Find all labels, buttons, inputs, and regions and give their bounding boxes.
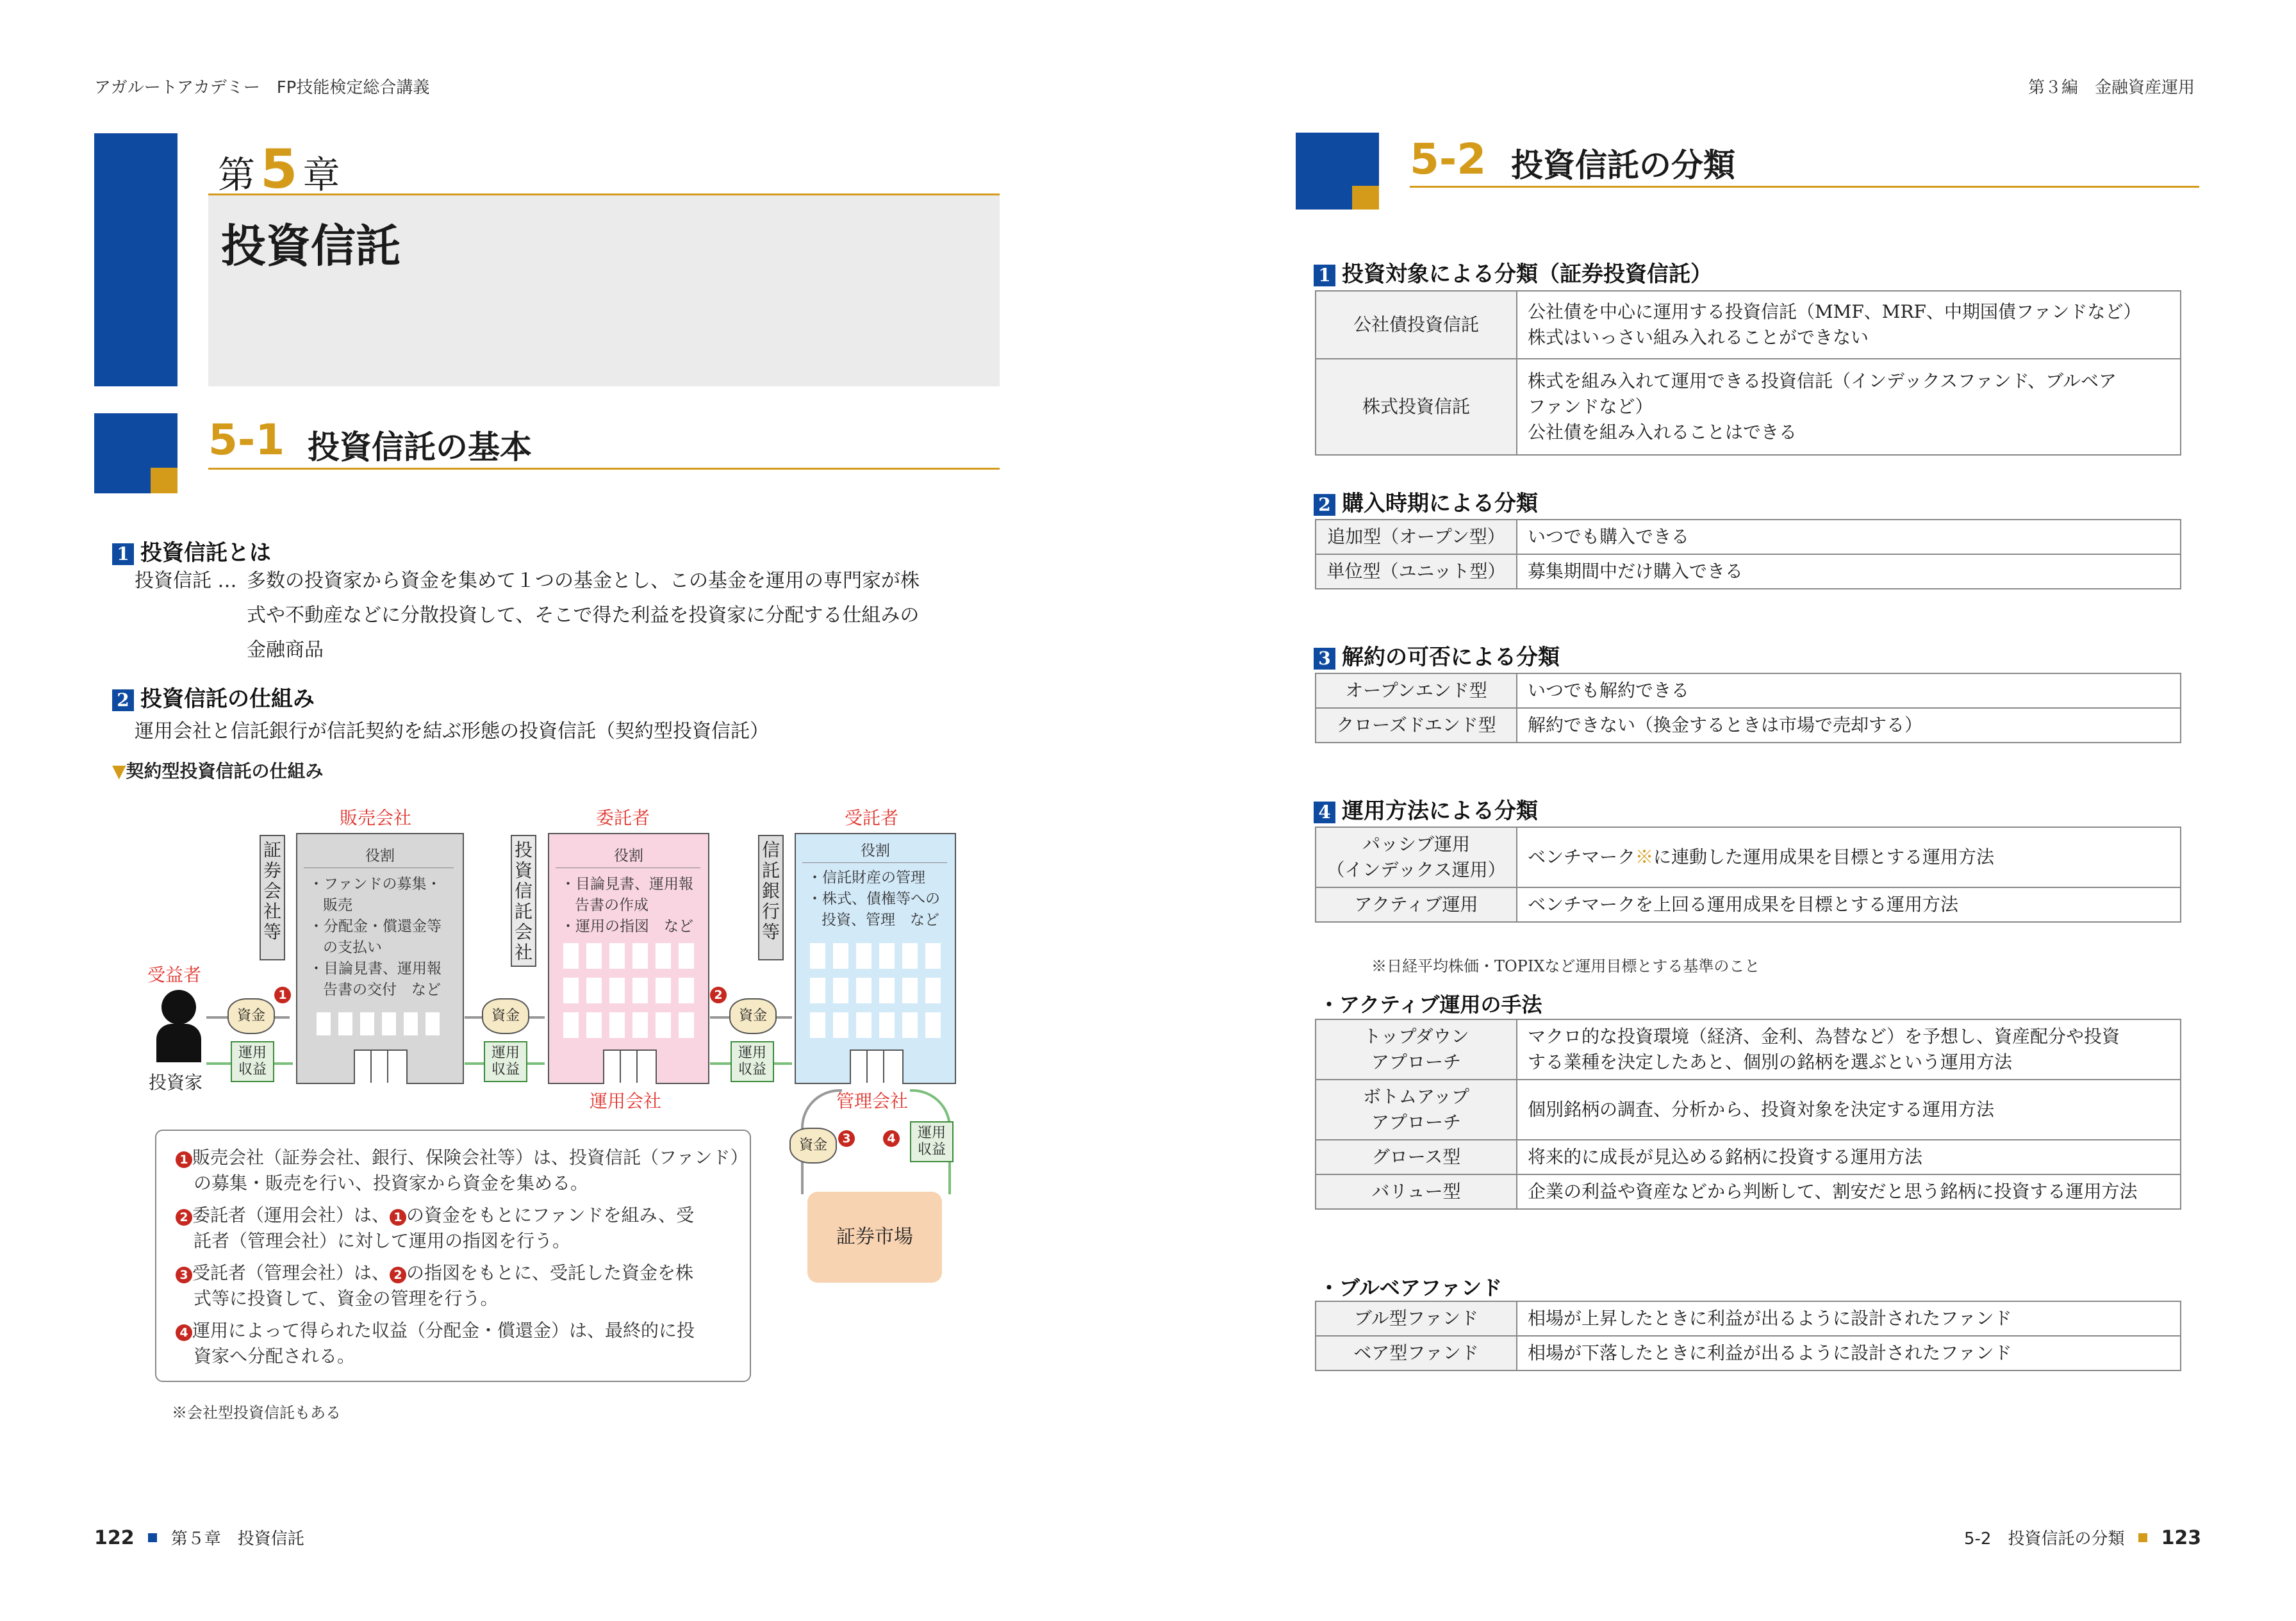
table-active-methods [1315,1019,2181,1210]
number-badge: 2 [1314,494,1335,516]
role-label: 役割 [365,848,395,864]
role-list-jutaku: ・信託財産の管理 ・株式、債権等への 投資、管理 など [807,869,940,928]
money-bag-icon: 資金 [789,1128,837,1164]
money-bag-icon: 資金 [729,998,777,1034]
page-number-left: 122 [94,1527,135,1549]
subheading-2: 2 投資信託の仕組み [112,681,315,712]
section-line [1410,186,2199,188]
explanation-box [155,1130,751,1382]
table-row: トップダウン アプローチ マクロ的な投資環境（経済、金利、為替など）を予想し、資産配分や投資 する業種を決定したあと、個別の銘柄を選ぶという運用方法 [1316,1019,2181,1080]
return-box: 運用 収益 [910,1121,954,1162]
number-badge: 3 [1314,648,1335,670]
table-investment-target [1315,290,2181,456]
section-line [208,468,1000,470]
return-box: 運用 収益 [484,1041,527,1082]
triangle-icon: ▼ [112,761,126,782]
table-row: 追加型（オープン型） いつでも購入できる [1316,520,2181,554]
table3-heading: 3 解約の可否による分類 [1314,639,1560,671]
explain-3: 3 受託者（管理会社）は、 2 の指図をもとに、受託した資金を株 式等に投資して、資金の管理を行う。 [176,1260,693,1312]
money-bag-icon: 資金 [482,998,529,1034]
table-row: グロース型 将来的に成長が見込める銘柄に投資する運用方法 [1316,1140,2181,1174]
table-row: 公社債投資信託 公社債を中心に運用する投資信託（MMF、MRF、中期国債ファンドなど） 株式はいっさい組み入れることができない [1316,291,2181,359]
chapter-title: 投資信託 [221,219,401,272]
table-bull-bear [1315,1301,2181,1371]
term-label: 投資信託 … [135,570,237,592]
explain-1: 1 販売会社（証券会社、銀行、保険会社等）は、投資信託（ファンド） の募集・販売を行い、投資家から資金を集める。 [176,1145,748,1196]
benchmark-note: ※日経平均株価・TOPIXなど運用目標とする基準のこと [1371,957,1760,975]
label-unyo: 運用会社 [590,1090,662,1112]
table-row: バリュー型 企業の利益や資産などから判断して、割安だと思う銘柄に投資する運用方法 [1316,1174,2181,1209]
building-door [850,1049,904,1084]
table-row: パッシブ運用 （インデックス運用） ベンチマーク※に連動した運用成果を目標とする運用方法 [1316,827,2181,887]
building-door [354,1049,408,1084]
explain-2: 2 委託者（運用会社）は、 1 の資金をもとにファンドを組み、受 託者（管理会社）に対して運用の指図を行う。 [176,1203,694,1254]
footer-left: 122 第５章 投資信託 [94,1527,304,1549]
page-number-right: 123 [2161,1527,2202,1549]
footer-square-icon [148,1533,157,1542]
building-door [603,1049,657,1084]
figure-title: ▼契約型投資信託の仕組み [112,761,324,782]
chapter-number: 5 [260,138,298,201]
table-management-method [1315,827,2181,923]
section-square [151,468,178,493]
label-beneficiary: 受益者 [147,964,202,985]
running-header-left: アガルートアカデミー FP技能検定総合講義 [94,78,430,97]
building-itaku [548,833,709,1084]
number-badge: 4 [1314,802,1335,823]
bull-bear-heading: ・ブルベアファンド [1319,1276,1503,1300]
role-list-itaku: ・目論見書、運用報 告書の作成 ・運用の指図 など [561,876,693,935]
definition-line-3: 金融商品 [247,639,324,661]
step-2-badge: 2 [710,987,727,1003]
step-3-badge: 3 [838,1130,855,1147]
table2-heading: 2 購入時期による分類 [1314,486,1538,517]
table-purchase-timing [1315,519,2181,589]
definition-line-1: 多数の投資家から資金を集めて１つの基金とし、この基金を運用の専門家が株 [247,570,920,592]
money-bag-icon: 資金 [227,998,275,1034]
section-number: 5-2 [1410,135,1487,184]
number-badge: 2 [112,689,134,711]
label-investor: 投資家 [149,1072,203,1093]
role-label: 役割 [614,848,643,864]
table4-heading: 4 運用方法による分類 [1314,793,1538,825]
return-box: 運用 収益 [231,1041,274,1082]
table-row: ブル型ファンド 相場が上昇したときに利益が出るように設計されたファンド [1316,1301,2181,1336]
return-box: 運用 収益 [731,1041,774,1082]
table-row: 株式投資信託 株式を組み入れて運用できる投資信託（インデックスファンド、ブルベア ファンドなど） 公社債を組み入れることはできる [1316,359,2181,455]
section-number: 5-1 [208,415,285,465]
active-methods-heading: ・アクティブ運用の手法 [1319,992,1542,1017]
chapter-bar [94,133,178,386]
investor-icon [161,990,196,1024]
mechanism-text: 運用会社と信託銀行が信託契約を結ぶ形態の投資信託（契約型投資信託） [135,720,769,743]
section-title: 投資信託の分類 [1511,146,1735,184]
table1-heading: 1 投資対象による分類（証券投資信託） [1314,256,1712,288]
building-hanbai [296,833,464,1084]
securities-market: 証券市場 [807,1192,942,1283]
section-square [1352,186,1379,210]
table-row: アクティブ運用 ベンチマークを上回る運用成果を目標とする運用方法 [1316,887,2181,922]
building-jutaku [795,833,956,1084]
table-row: オープンエンド型 いつでも解約できる [1316,673,2181,708]
explain-4: 4 運用によって得られた収益（分配金・償還金）は、最終的に投 資家へ分配される。 [176,1318,695,1369]
label-jutaku: 受託者 [845,807,899,828]
footer-right: 5-2 投資信託の分類 123 [1964,1527,2202,1549]
left-note: ※会社型投資信託もある [172,1404,341,1422]
label-itaku: 委託者 [596,807,650,828]
label-kanri: 管理会社 [836,1090,909,1112]
investor-body [156,1024,201,1062]
label-hanbai: 販売会社 [340,807,412,828]
table-row: クローズドエンド型 解約できない（換金するときは市場で売却する） [1316,708,2181,743]
running-header-right: 第３編 金融資産運用 [2028,78,2195,97]
number-badge: 1 [112,543,134,565]
footer-square-icon [2138,1533,2147,1542]
step-1-badge: 1 [274,987,291,1003]
table-row: ベア型ファンド 相場が下落したときに利益が出るように設計されたファンド [1316,1336,2181,1370]
table-cancellation [1315,673,2181,743]
section-title: 投資信託の基本 [308,428,532,466]
role-label: 役割 [861,843,890,859]
number-badge: 1 [1314,265,1335,286]
chapter-label: 第5 章 [218,138,340,201]
role-list-hanbai: ・ファンドの募集・ 販売 ・分配金・償還金等 の支払い ・目論見書、運用報 告書の交付 など [309,876,442,998]
definition-line-2: 式や不動産などに分散投資して、そこで得た利益を投資家に分配する仕組みの [247,604,920,627]
table-row: 単位型（ユニット型） 募集期間中だけ購入できる [1316,554,2181,589]
label-securities-company: 証 券 会 社 等 [260,835,285,960]
subheading-1: 1 投資信託とは [112,535,271,566]
step-4-badge: 4 [883,1130,900,1147]
label-trust-bank: 信 託 銀 行 等 [758,835,784,960]
label-trust-company: 投 資 信 託 会 社 [511,835,536,967]
table-row: ボトムアップ アプローチ 個別銘柄の調査、分析から、投資対象を決定する運用方法 [1316,1080,2181,1140]
